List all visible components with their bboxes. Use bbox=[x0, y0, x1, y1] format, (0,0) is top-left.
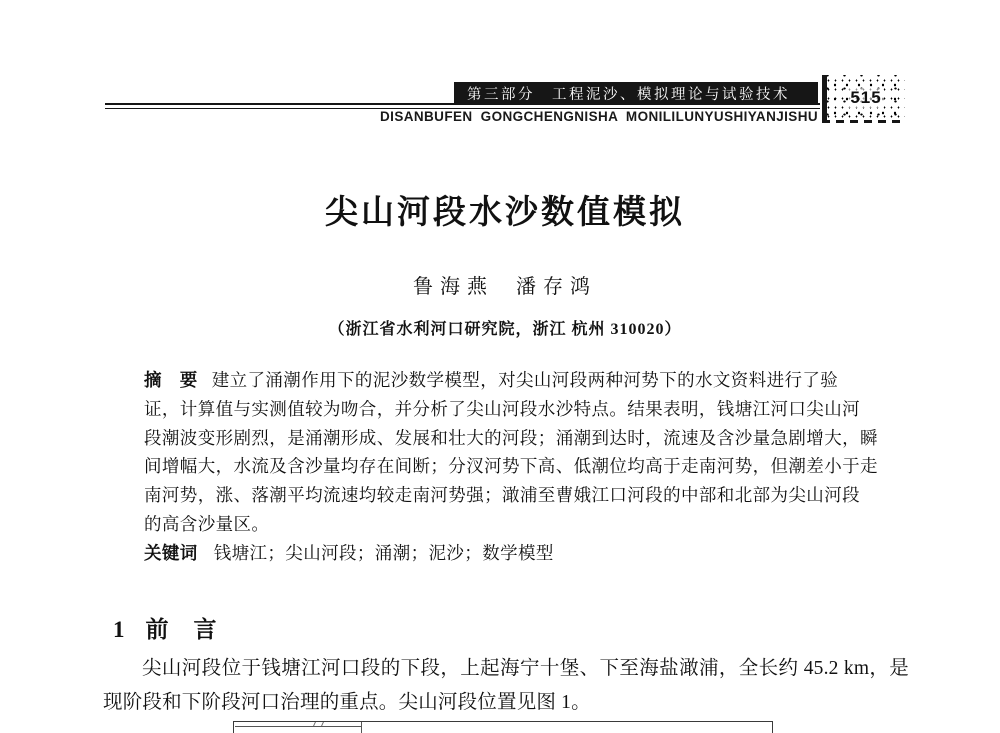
keywords-line bbox=[144, 540, 862, 565]
keywords-label: 关键词 bbox=[144, 543, 198, 563]
figure-inner-line bbox=[235, 726, 361, 727]
abstract-line: 南河势，涨、落潮平均流速均较走南河势强；澉浦至曹娥江口河段的中部和北部为尖山河段 bbox=[144, 485, 860, 506]
author-line bbox=[103, 270, 907, 299]
abstract-line: 间增幅大，水流及含沙量均存在间断；分汊河势下高、低潮位均高于走南河势，但潮差小于走 bbox=[144, 456, 878, 477]
abstract-line: 证，计算值与实测值较为吻合，并分析了尖山河段水沙特点。结果表明，钱塘江河口尖山河 bbox=[144, 398, 860, 419]
page-number-box bbox=[822, 75, 905, 120]
abstract-line bbox=[144, 366, 862, 395]
author-1: 鲁海燕 bbox=[413, 276, 494, 298]
article-title: 尖山河段水沙数值模拟 bbox=[325, 195, 685, 231]
abstract-line: 段潮波变形剧烈，是涌潮形成、发展和壮大的河段；涌潮到达时，流速及含沙量急剧增大，瞬 bbox=[144, 427, 878, 448]
running-head-pinyin: DISANBUFEN GONGCHENGNISHA MONILILUNYUSHIYANJISHU bbox=[380, 109, 818, 124]
section-1-number: 1 bbox=[113, 617, 126, 642]
section-1-paragraph: 尖山河段位于钱塘江河口段的下段，上起海宁十堡、下至海盐澉浦，全长约 45.2 km，是现阶段和下阶段河口治理的重点。尖山河段位置见图 1。 bbox=[103, 658, 909, 713]
page-number-box-dashed-border bbox=[822, 120, 906, 123]
affiliation: （浙江省水利河口研究院，浙江 杭州 310020） bbox=[328, 321, 682, 338]
running-head-section-label: 第三部分 工程泥沙、模拟理论与试验技术 bbox=[467, 86, 790, 103]
keywords-text: 钱塘江；尖山河段；涌潮；泥沙；数学模型 bbox=[213, 543, 554, 563]
abstract-label: 摘 要 bbox=[144, 370, 198, 390]
author-2: 潘存鸿 bbox=[516, 276, 597, 298]
abstract-line: 的高含沙量区。 bbox=[144, 513, 270, 534]
abstract-text: 建立了涌潮作用下的泥沙数学模型，对尖山河段两种河势下的水文资料进行了验 bbox=[211, 370, 839, 390]
figure-1-top-edge bbox=[233, 721, 773, 733]
page-number: 515 bbox=[850, 87, 882, 107]
figure-inner-tick bbox=[361, 722, 362, 733]
running-head-bar bbox=[454, 82, 818, 104]
section-1-title: 前 言 bbox=[145, 617, 218, 642]
abstract-block bbox=[144, 366, 878, 539]
section-1-heading bbox=[113, 611, 218, 644]
